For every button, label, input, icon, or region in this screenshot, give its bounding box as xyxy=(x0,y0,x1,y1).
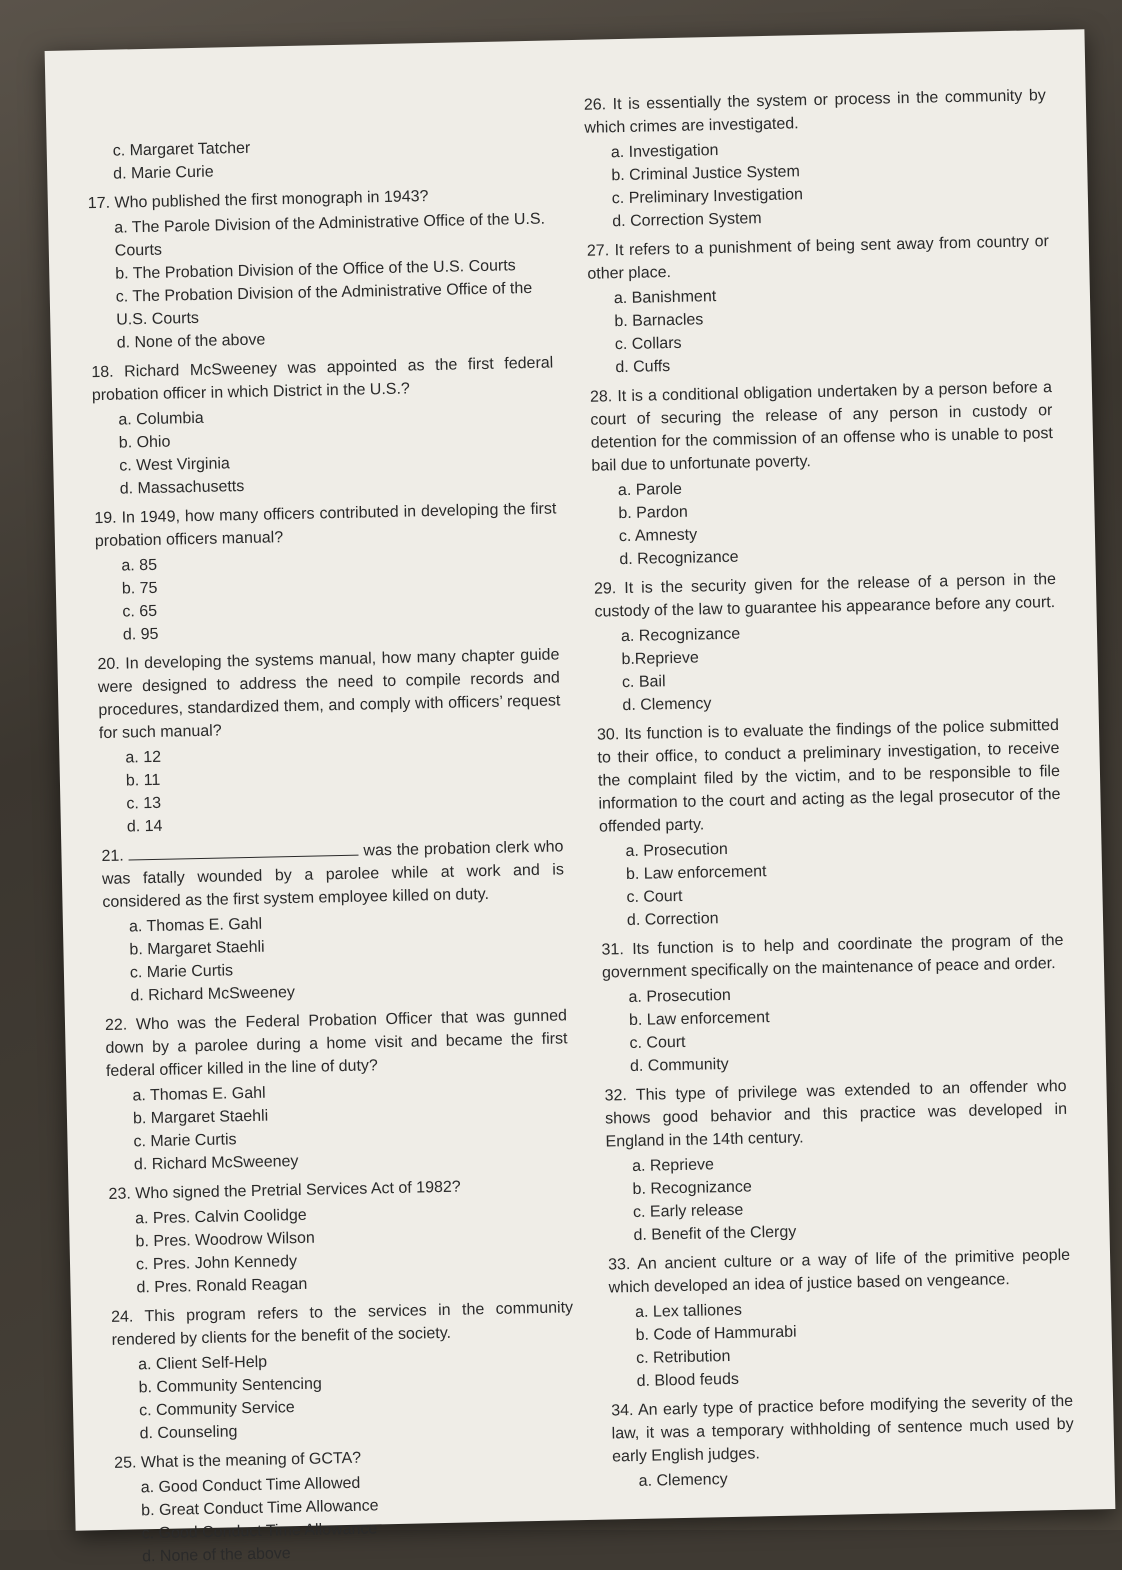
option: d. Cuffs xyxy=(615,358,671,377)
question-text: 18. Richard McSweeney was appointed as the first federal probation officer in which District in the U.S.? xyxy=(91,354,554,405)
option: d. Marie Curie xyxy=(113,163,214,183)
option: c. Good Conduct Time Allowance xyxy=(141,1520,378,1543)
option: a. 12 xyxy=(125,748,162,767)
option: b. Community Sentencing xyxy=(138,1375,322,1397)
question-text: 23. Who signed the Pretrial Services Act of 1982? xyxy=(108,1178,461,1203)
option: c. Preliminary Investigation xyxy=(611,186,804,208)
question-32 xyxy=(604,1069,1069,1248)
question-31 xyxy=(601,923,1066,1079)
question-text: 22. Who was the Federal Probation Officer that was gunned down by a parolee during a home visit and became the first federal officer killed in the line of duty? xyxy=(104,1007,568,1080)
question-27 xyxy=(587,224,1052,380)
option: b. Pres. Woodrow Wilson xyxy=(135,1229,316,1251)
option: c. West Virginia xyxy=(119,455,231,475)
option: d. 14 xyxy=(126,817,163,836)
option: a. Parole xyxy=(617,480,683,500)
option: d. None of the above xyxy=(116,331,266,352)
option: d. 95 xyxy=(122,625,159,644)
option: c. The Probation Division of the Administrative Office of the U.S. Courts xyxy=(115,279,533,329)
option: c. Early release xyxy=(632,1201,744,1221)
question-18 xyxy=(91,345,556,501)
option: d. Correction xyxy=(626,910,719,930)
option: a. Clemency xyxy=(638,1471,728,1490)
question-20 xyxy=(97,637,563,839)
option: d. Blood feuds xyxy=(636,1370,740,1390)
question-33 xyxy=(608,1238,1073,1394)
question-text: 20. In developing the systems manual, how many chapter guide were designed to address the need to compile records and procedures, standardized them, and comply with officers’ request for such manual? xyxy=(97,646,561,743)
question-28 xyxy=(590,370,1056,572)
option: a. Banishment xyxy=(613,288,717,308)
option: b. Law enforcement xyxy=(625,863,767,884)
question-26 xyxy=(584,78,1049,234)
option: a. Recognizance xyxy=(620,625,741,646)
left-column xyxy=(86,89,577,1566)
option: a. 85 xyxy=(121,556,158,575)
option: a. Pres. Calvin Coolidge xyxy=(134,1206,307,1228)
option: a. Columbia xyxy=(118,409,204,429)
option: d. Counseling xyxy=(139,1423,238,1443)
option: b. Recognizance xyxy=(632,1178,752,1198)
option: b. Great Conduct Time Allowance xyxy=(141,1497,379,1520)
question-text: 31. Its function is to help and coordinate the program of the government specifically on the maintenance of peace and order. xyxy=(601,931,1064,982)
question-number: 21. xyxy=(101,847,124,866)
question-text: 24. This program refers to the services in the community rendered by clients for the benefit of the society. xyxy=(110,1299,574,1349)
question-text: 33. An ancient culture or a way of life of the primitive people which developed an idea of justice based on vengeance. xyxy=(607,1246,1071,1297)
question-22 xyxy=(105,998,570,1177)
question-text xyxy=(101,835,564,914)
question-23 xyxy=(108,1167,572,1300)
option: c. Margaret Tatcher xyxy=(112,139,251,160)
question-24 xyxy=(111,1290,576,1446)
question-30 xyxy=(597,708,1063,933)
option: b. Barnacles xyxy=(614,311,704,331)
option: c. Pres. John Kennedy xyxy=(135,1253,298,1274)
option: d. None of the above xyxy=(141,1545,291,1566)
option: b. Criminal Justice System xyxy=(611,163,800,185)
option: c. Marie Curtis xyxy=(133,1131,237,1151)
option: a. Good Conduct Time Allowed xyxy=(140,1474,361,1497)
question-text: 28. It is a conditional obligation undertaken by a person before a court of securing the release of any person in custody or detention for the commission of an offense who is unable to post bail due to unfortunate poverty. xyxy=(589,379,1054,475)
option: a. Client Self-Help xyxy=(137,1353,268,1374)
option: d. Richard McSweeney xyxy=(130,984,296,1005)
question-text-rest: was the probation clerk who was fatally wounded by a parolee while at work and is considered as the first system employee killed on duty. xyxy=(101,838,565,912)
option: b. Margaret Staehli xyxy=(129,938,265,959)
option: a. Lex talliones xyxy=(634,1301,743,1321)
question-text: 32. This type of privilege was extended to an offender who shows good behavior and this practice was developed in England in the 14th century. xyxy=(604,1077,1068,1151)
option: c. Amnesty xyxy=(618,526,698,546)
option: a. Prosecution xyxy=(625,840,728,861)
option: c. Bail xyxy=(621,673,666,692)
option: d. Correction System xyxy=(612,210,762,231)
option: b. Margaret Staehli xyxy=(132,1107,269,1128)
option: c. Retribution xyxy=(635,1347,731,1367)
question-34 xyxy=(611,1384,1075,1494)
question-21 xyxy=(101,829,566,1008)
option: d. Recognizance xyxy=(619,548,739,569)
option: a. Thomas E. Gahl xyxy=(132,1084,266,1105)
question-17 xyxy=(87,177,552,356)
option: a. Investigation xyxy=(610,141,719,162)
question-text: 25. What is the meaning of GCTA? xyxy=(114,1449,362,1472)
option: c. Community Service xyxy=(138,1399,295,1420)
option: a. The Parole Division of the Administrative Office of the U.S. Courts xyxy=(114,210,546,260)
question-text: 34. An early type of practice before modifying the severity of the law, it was a temporary withholding of sentence much used by early English judges. xyxy=(611,1392,1074,1466)
option: b. The Probation Division of the Office of the U.S. Courts xyxy=(115,257,516,283)
question-text: 26. It is essentially the system or process in the community by which crimes are investigated. xyxy=(583,87,1046,137)
question-29 xyxy=(594,562,1059,718)
option: a. Prosecution xyxy=(628,986,732,1007)
option: d. Massachusetts xyxy=(119,477,245,498)
exam-sheet xyxy=(45,29,1116,1566)
option: c. Court xyxy=(629,1033,686,1053)
option: c. Collars xyxy=(614,334,682,354)
option: b. Law enforcement xyxy=(628,1009,770,1030)
question-text: 17. Who published the first monograph in 1943? xyxy=(87,188,429,213)
option: b. 75 xyxy=(121,579,158,598)
option: a. Reprieve xyxy=(631,1156,715,1175)
question-text: 19. In 1949, how many officers contributed in developing the first probation officers manual? xyxy=(94,500,557,551)
question-text: 27. It refers to a punishment of being sent away from country or other place. xyxy=(586,233,1050,283)
option: c. 13 xyxy=(126,794,162,813)
option: c. Marie Curtis xyxy=(129,962,234,982)
answer-blank xyxy=(128,842,358,861)
option: b. Code of Hammurabi xyxy=(635,1323,797,1344)
option: d. Benefit of the Clergy xyxy=(633,1223,797,1244)
option: b. 11 xyxy=(125,771,161,790)
question-25 xyxy=(114,1436,578,1569)
option: d. Richard McSweeney xyxy=(133,1152,299,1174)
option: b. Pardon xyxy=(618,503,688,523)
question-19 xyxy=(94,491,559,647)
option: a. Thomas E. Gahl xyxy=(128,915,263,936)
option: d. Pres. Ronald Reagan xyxy=(136,1275,308,1297)
option: c. 65 xyxy=(122,602,158,621)
option: b.Reprieve xyxy=(621,649,700,669)
question-text: 30. Its function is to evaluate the findings of the police submitted to their office, to conduct a preliminary investigation, to receive the complaint filed by the victim, and to be responsible to file information to the court and acting as the legal prosecutor of the offended party. xyxy=(596,716,1061,836)
option: c. Court xyxy=(626,887,683,907)
right-column xyxy=(584,78,1075,1489)
option: d. Clemency xyxy=(622,695,712,715)
option: d. Community xyxy=(629,1055,729,1076)
question-text: 29. It is the security given for the release of a person in the custody of the law to guarantee his appearance before any court. xyxy=(593,570,1057,621)
option: b. Ohio xyxy=(118,433,171,452)
